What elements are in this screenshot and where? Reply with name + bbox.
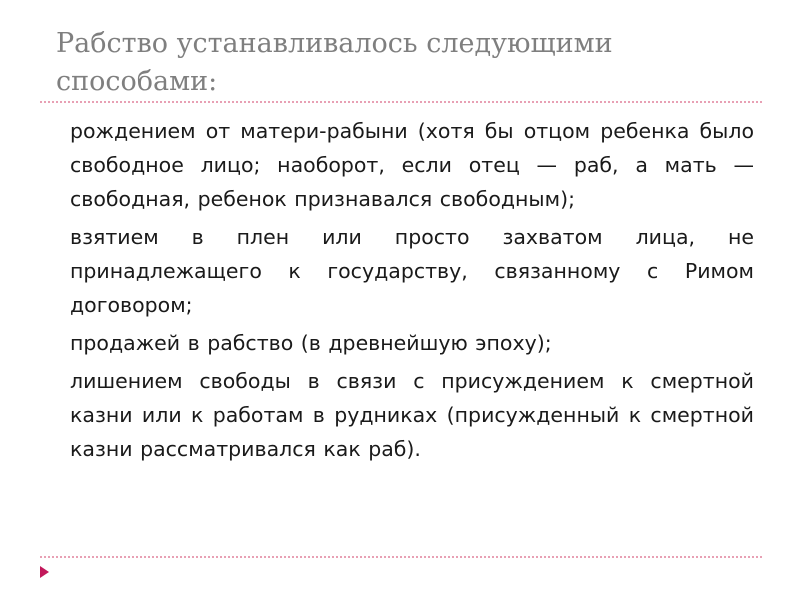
- title-divider: [40, 101, 762, 103]
- footer-divider: [40, 556, 762, 558]
- triangle-right-icon[interactable]: [40, 566, 49, 578]
- list-item: [40, 114, 754, 216]
- bullet-text: лишением свободы в связи с присуждением к смертной казни или к работам в рудниках (присужденный к смертной казни рассматривался как раб).: [70, 369, 754, 461]
- bullet-text: продажей в рабство (в древнейшую эпоху);: [70, 331, 552, 355]
- bullet-list: [40, 114, 754, 470]
- slide-title: Рабство устанавливалось следующими способами:: [56, 28, 613, 97]
- list-item: [40, 364, 754, 466]
- list-item: [40, 326, 754, 360]
- bullet-text: взятием в плен или просто захватом лица, не принадлежащего к государству, связанному с Римом договором;: [70, 225, 754, 317]
- list-item: [40, 220, 754, 322]
- bullet-text: рождением от матери-рабыни (хотя бы отцом ребенка было свободное лицо; наоборот, если отец — раб, а мать — свободная, ребенок признавался свободным);: [70, 119, 754, 211]
